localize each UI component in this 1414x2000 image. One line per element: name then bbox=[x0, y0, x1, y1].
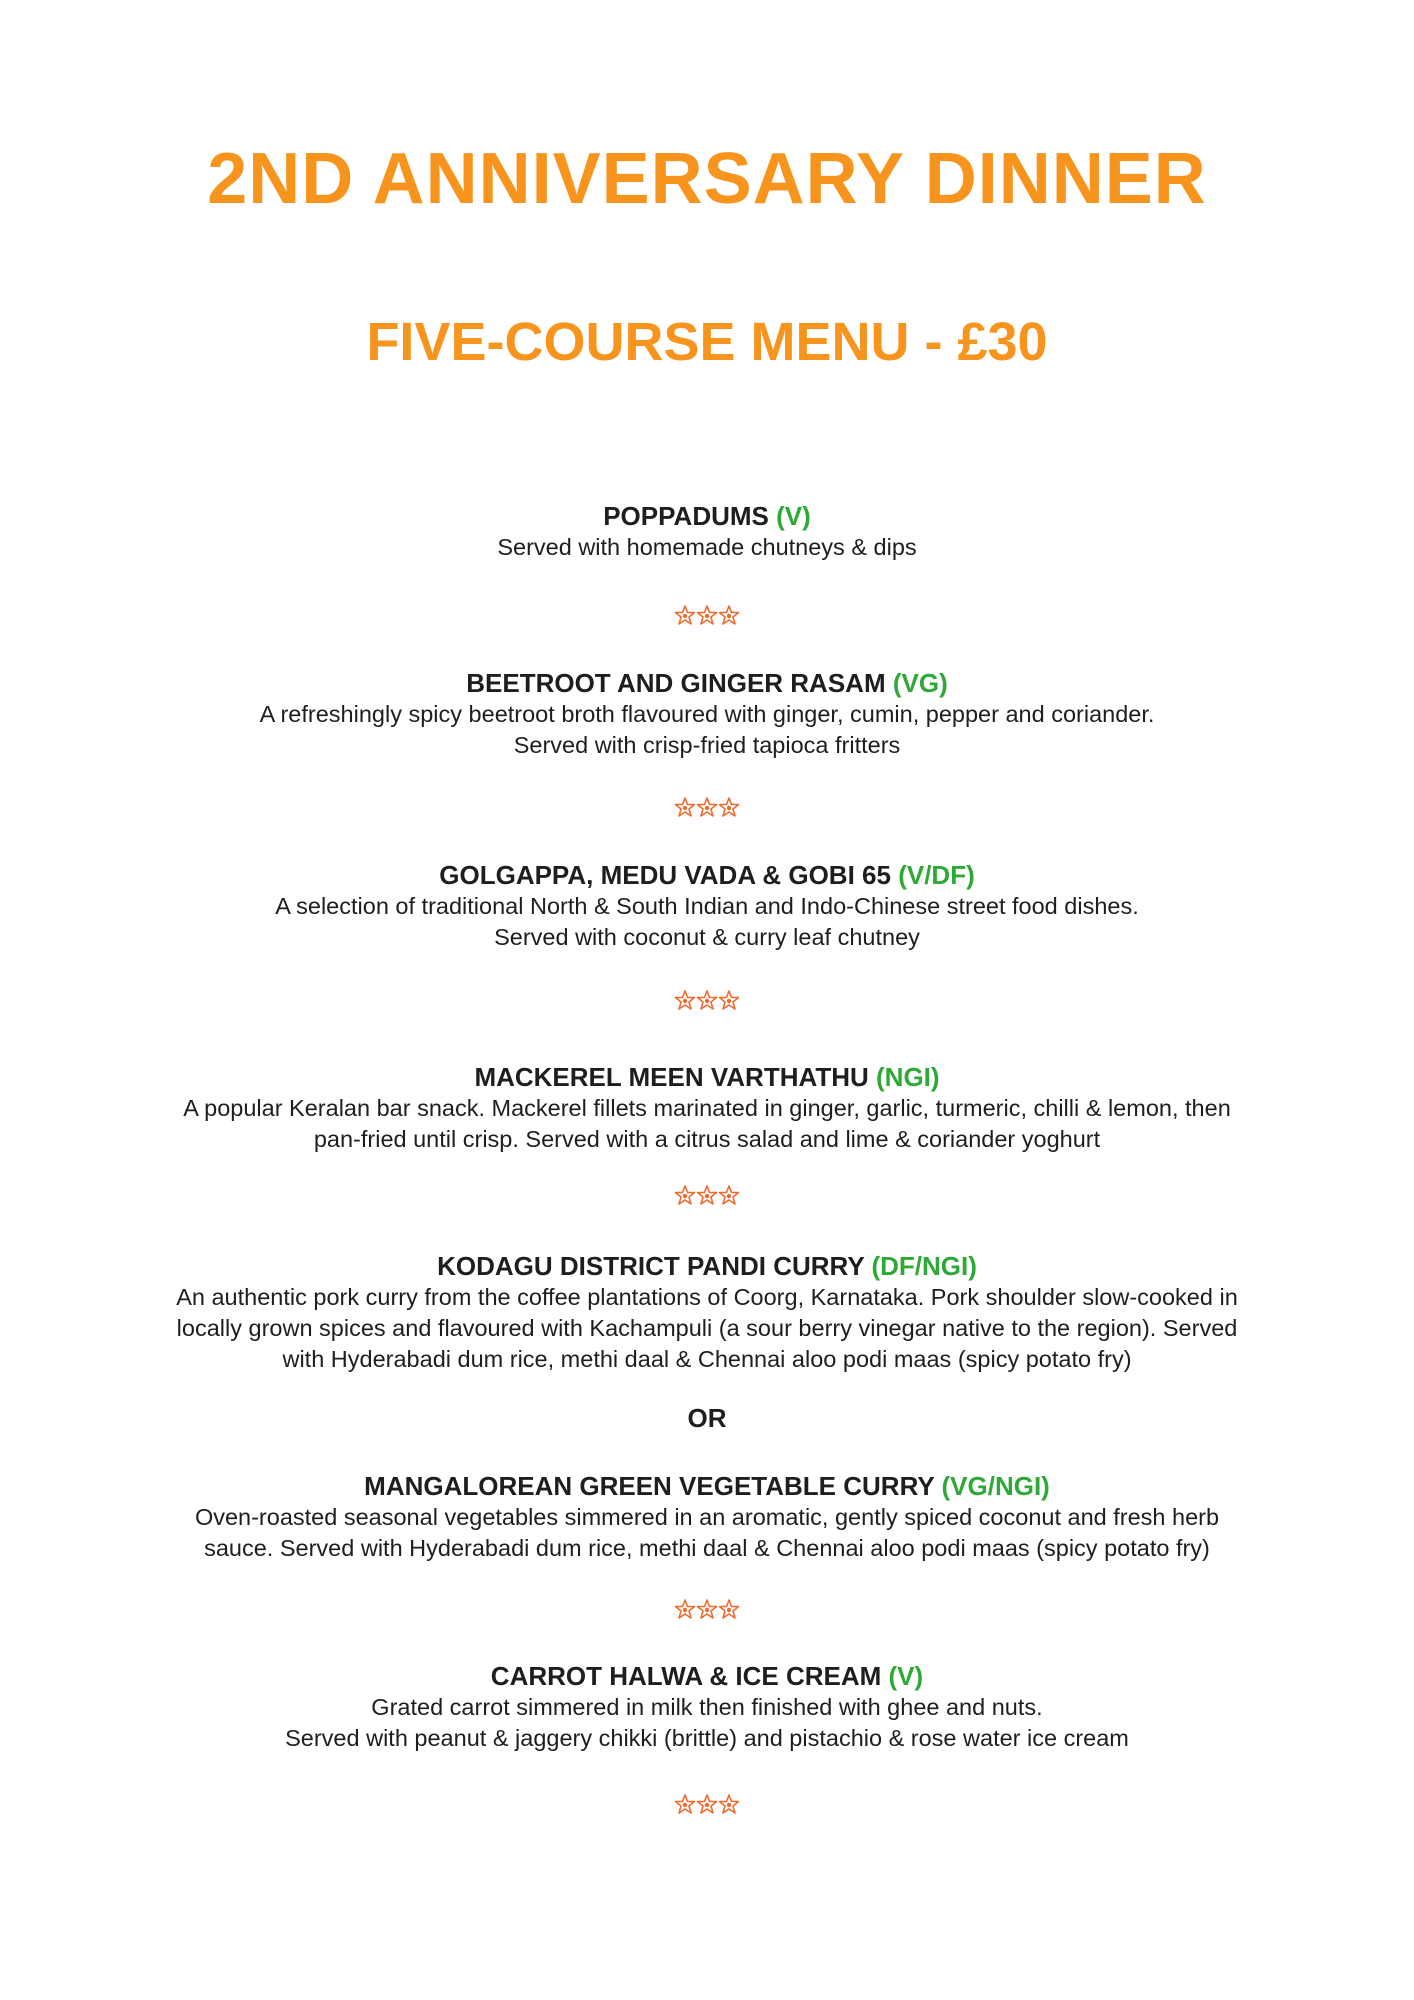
dish-name: MACKEREL MEEN VARTHATHU (NGI) bbox=[474, 1062, 940, 1092]
diet-tag: (DF/NGI) bbox=[871, 1251, 977, 1281]
dish-description: An authentic pork curry from the coffee plantations of Coorg, Karnataka. Pork shoulder slow-cooked in bbox=[176, 1284, 1238, 1310]
diet-tag: (V) bbox=[776, 501, 811, 531]
course-mackerel bbox=[120, 1061, 1294, 1155]
or-separator: OR bbox=[687, 1403, 727, 1433]
flower-ornament-icon bbox=[674, 1597, 740, 1621]
dish-description: A selection of traditional North & South Indian and Indo-Chinese street food dishes. bbox=[275, 893, 1139, 919]
dish-description: locally grown spices and flavoured with Kachampuli (a sour berry vinegar native to the region). Served bbox=[176, 1315, 1238, 1341]
dish-description: A refreshingly spicy beetroot broth flavoured with ginger, cumin, pepper and coriander. bbox=[259, 701, 1155, 727]
flower-ornament-icon bbox=[674, 795, 740, 819]
dish-name: KODAGU DISTRICT PANDI CURRY (DF/NGI) bbox=[437, 1251, 977, 1281]
diet-tag: (VG) bbox=[892, 668, 948, 698]
course-vegetable-curry bbox=[120, 1470, 1294, 1564]
flower-ornament-icon bbox=[674, 988, 740, 1012]
course-pandi-curry bbox=[120, 1250, 1294, 1375]
dish-name: CARROT HALWA & ICE CREAM (V) bbox=[490, 1661, 924, 1691]
dish-description: pan-fried until crisp. Served with a citrus salad and lime & coriander yoghurt bbox=[313, 1126, 1101, 1152]
flower-ornament-icon bbox=[674, 1183, 740, 1207]
flower-ornament-icon bbox=[674, 1792, 740, 1816]
menu-subtitle: FIVE-COURSE MENU - £30 bbox=[366, 312, 1048, 372]
dish-name: POPPADUMS (V) bbox=[603, 501, 811, 531]
dish-description: Served with homemade chutneys & dips bbox=[497, 534, 917, 560]
dish-description: Grated carrot simmered in milk then finished with ghee and nuts. bbox=[371, 1694, 1043, 1720]
dish-description: Served with coconut & curry leaf chutney bbox=[494, 924, 920, 950]
dish-description: Served with crisp-fried tapioca fritters bbox=[513, 732, 901, 758]
diet-tag: (VG/NGI) bbox=[941, 1471, 1050, 1501]
dish-name: GOLGAPPA, MEDU VADA & GOBI 65 (V/DF) bbox=[439, 860, 975, 890]
dish-description: A popular Keralan bar snack. Mackerel fillets marinated in ginger, garlic, turmeric, chilli & lemon, then bbox=[183, 1095, 1231, 1121]
course-carrot-halwa bbox=[120, 1660, 1294, 1754]
course-rasam bbox=[120, 667, 1294, 761]
dish-name: MANGALOREAN GREEN VEGETABLE CURRY (VG/NGI) bbox=[364, 1471, 1050, 1501]
dish-description: sauce. Served with Hyderabadi dum rice, methi daal & Chennai aloo podi maas (spicy potato fry) bbox=[204, 1535, 1210, 1561]
dish-description: Served with peanut & jaggery chikki (brittle) and pistachio & rose water ice cream bbox=[285, 1725, 1129, 1751]
diet-tag: (V) bbox=[888, 1661, 924, 1691]
course-street-food bbox=[120, 859, 1294, 953]
course-poppadums bbox=[120, 500, 1294, 563]
menu-title: 2ND ANNIVERSARY DINNER bbox=[207, 139, 1207, 219]
diet-tag: (NGI) bbox=[876, 1062, 940, 1092]
diet-tag: (V/DF) bbox=[898, 860, 975, 890]
flower-ornament-icon bbox=[674, 603, 740, 627]
dish-description: with Hyderabadi dum rice, methi daal & Chennai aloo podi maas (spicy potato fry) bbox=[282, 1346, 1132, 1372]
dish-description: Oven-roasted seasonal vegetables simmered in an aromatic, gently spiced coconut and fresh herb bbox=[194, 1504, 1220, 1530]
dish-name: BEETROOT AND GINGER RASAM (VG) bbox=[466, 668, 948, 698]
